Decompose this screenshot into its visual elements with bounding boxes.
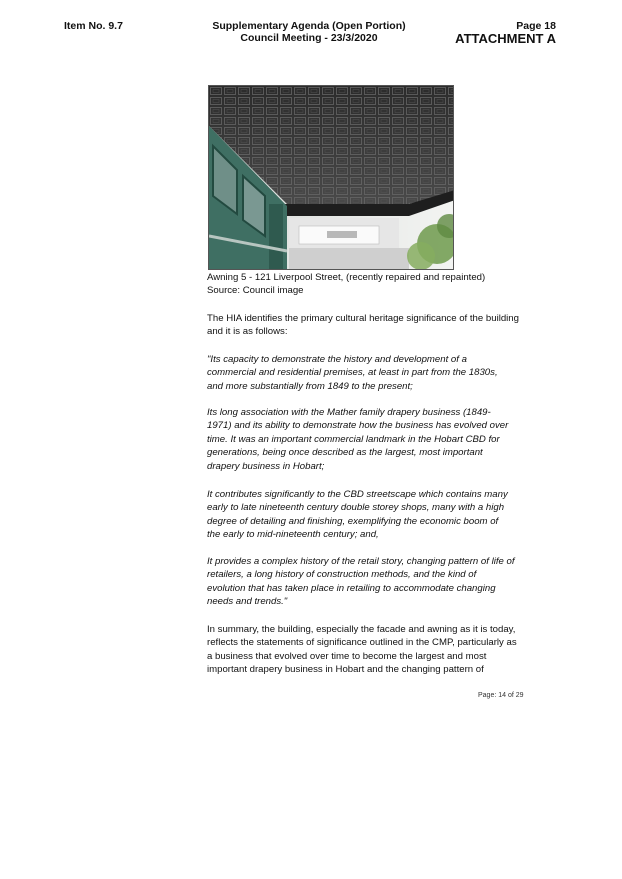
attachment-label: ATTACHMENT A (455, 31, 556, 46)
text-line: It provides a complex history of the retail story, changing pattern of life of (207, 556, 515, 567)
agenda-title-line1: Supplementary Agenda (Open Portion) (212, 20, 406, 32)
text-line: The HIA identifies the primary cultural heritage significance of the building (207, 313, 519, 324)
text-line: "Its capacity to demonstrate the history and development of a (207, 354, 467, 365)
item-number: Item No. 9.7 (64, 20, 123, 32)
intro-paragraph (207, 312, 527, 339)
text-line: important drapery business in Hobart and the changing pattern of (207, 664, 484, 676)
text-line: 1971) and its ability to demonstrate how the business has evolved over (207, 420, 509, 432)
quote-paragraph-2 (207, 406, 527, 473)
text-line: evolution that has taken place in retailing to accommodate changing (207, 582, 496, 594)
text-line: generations, being once described as the largest, most important (207, 447, 483, 459)
text-line: reflects the statements of significance outlined in the CMP, particularly as (207, 637, 517, 649)
text-line: and it is as follows: (207, 326, 288, 338)
caption-source: Source: Council image (207, 285, 304, 297)
quote-paragraph-3 (207, 488, 527, 542)
quote-paragraph-4 (207, 555, 527, 609)
text-line: commercial and residential premises, at least in part from the 1830s, (207, 367, 498, 379)
text-line: Its long association with the Mather family drapery business (1849- (207, 407, 491, 418)
page-number: Page 18 (516, 20, 556, 32)
text-line: In summary, the building, especially the facade and awning as it is today, (207, 624, 516, 635)
text-line: and more substantially from 1849 to the present; (207, 380, 413, 392)
quote-paragraph-1 (207, 353, 527, 393)
text-line: retailers, a long history of construction methods, and the kind of (207, 569, 477, 581)
text-line: It contributes significantly to the CBD streetscape which contains many (207, 489, 508, 500)
text-line: drapery business in Hobart; (207, 460, 325, 472)
summary-paragraph (207, 623, 527, 677)
text-line: needs and trends." (207, 596, 288, 608)
agenda-title (200, 20, 418, 44)
text-line: time. It was an important commercial landmark in the Hobart CBD for (207, 433, 500, 445)
footer-page-count: Page: 14 of 29 (478, 692, 524, 699)
awning-photo (208, 85, 454, 270)
text-line: a business that evolved over time to become the largest and most (207, 650, 487, 662)
awning-photo-graphic (209, 86, 454, 270)
text-line: early to late nineteenth century double storey shops, many with a high (207, 502, 505, 514)
agenda-title-line2: Council Meeting - 23/3/2020 (240, 32, 378, 44)
text-line: degree of detailing and finishing, exemplifying the economic boom of (207, 515, 499, 527)
photo-caption (207, 271, 527, 298)
caption-line: Awning 5 - 121 Liverpool Street, (recently repaired and repainted) (207, 272, 486, 283)
text-line: the early to mid-nineteenth century; and, (207, 529, 379, 541)
